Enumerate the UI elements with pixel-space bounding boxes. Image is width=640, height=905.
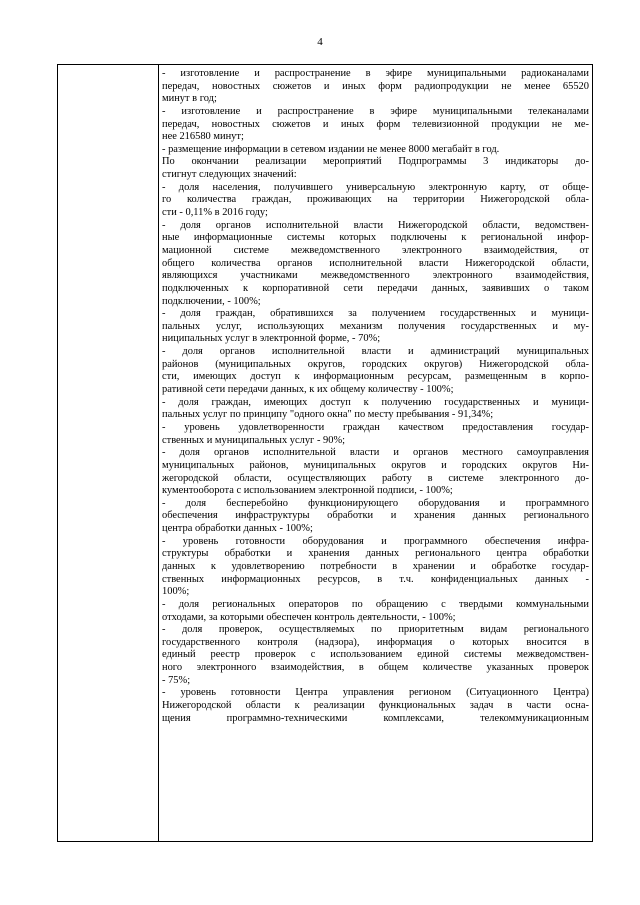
text-line: - уровень удовлетворенности граждан качеством предоставления государ- (162, 421, 589, 433)
text-line: передач, новостных сюжетов и иных форм телевизионной продукции не ме- (162, 118, 589, 130)
text-line: стигнут следующих значений: (162, 169, 297, 181)
text-line: По окончании реализации мероприятий Подпрограммы 3 индикаторы до- (162, 156, 589, 168)
text-line: - изготовление и распространение в эфире муниципальными радиоканалами (162, 68, 589, 79)
text-line: муниципальных районов, муниципальных округов и городских округов Ни- (162, 459, 589, 471)
text-line: кументооборота с использованием электронной подписи, - 100%; (162, 485, 453, 497)
text-line: являющихся участниками межведомственного электронного взаимодействия, (162, 270, 589, 282)
text-line: единый реестр проверок с использованием единой системы межведомствен- (162, 649, 589, 661)
page-number: 4 (317, 36, 323, 48)
text-line: - доля органов исполнительной власти Нижегородской области, ведомствен- (162, 219, 589, 231)
text-line: - 75%; (162, 674, 191, 686)
text-line: Нижегородской области к реализации функциональных задач в части осна- (162, 700, 589, 712)
text-line: - доля проверок, осуществляемых по приоритетным видам регионального (162, 624, 589, 636)
text-line: - доля органов исполнительной власти и органов местного самоуправления (162, 447, 589, 459)
text-line: обеспечения инфраструктуры обработки и хранения данных регионального (162, 510, 589, 522)
text-line: подключенных к корпоративной сети передачи данных, заявивших о таком (162, 282, 589, 294)
text-line: пальных услуг по принципу "одного окна" по месту пребывания - 91,34%; (162, 409, 494, 421)
text-line: - уровень готовности Центра управления регионом (Ситуационного Центра) (162, 687, 589, 699)
text-line: передач, новостных сюжетов и иных форм радиопродукции не менее 65520 (162, 80, 589, 92)
text-line: данных к удовлетворению потребности в хранении и обработке государ- (162, 560, 589, 572)
text-line: щения программно-техническими комплексами, телекоммуникационным (162, 712, 589, 724)
text-line: - доля граждан, обратившихся за получением государственных и муници- (162, 308, 589, 320)
text-line: ного электронного взаимодействия, в общем количестве указанных проверок (162, 662, 589, 674)
text-line: центра обработки данных - 100%; (162, 523, 313, 535)
text-line: - уровень готовности оборудования и программного обеспечения инфра- (162, 535, 589, 547)
text-line: сти, имеющих доступ к информационным ресурсам, размещенным в корпо- (162, 371, 589, 383)
content-cell (162, 68, 589, 725)
text-line: - доля граждан, имеющих доступ к получению государственных и муници- (162, 396, 589, 408)
text-line: отходами, за которыми обеспечен контроль деятельности, - 100%; (162, 611, 456, 623)
text-line: общего количества органов исполнительной власти Нижегородской области, (162, 257, 589, 269)
text-line: ниципальных услуг в электронной форме, - 70%; (162, 333, 381, 345)
text-line: 100%; (162, 586, 190, 598)
text-line: подключении, - 100%; (162, 295, 261, 307)
text-line: государственного контроля (надзора), информация о которых вносится в (162, 636, 589, 648)
text-line: ственных информационных ресурсов, в т.ч. конфиденциальных данных - (162, 573, 589, 585)
text-line: мационной системе межведомственного электронного взаимодействия, от (162, 244, 589, 256)
text-line: структуры обработки и хранения данных регионального центра обработки (162, 548, 589, 560)
text-line: ственных и муниципальных услуг - 90%; (162, 434, 346, 446)
text-line: минут в год; (162, 93, 217, 105)
text-line: - размещение информации в сетевом издании не менее 8000 мегабайт в год. (162, 143, 500, 155)
text-line: ные информационные системы которых подключены к региональной инфор- (162, 232, 589, 244)
text-line: - доля органов исполнительной власти и администраций муниципальных (162, 346, 589, 358)
text-line: - доля населения, получившего универсальную электронную карту, от обще- (162, 181, 589, 193)
column-divider (158, 65, 159, 841)
text-line: жегородской области, осуществляющих работу в системе электронного до- (162, 472, 589, 484)
text-line: ративной сети передачи данных, к их общему количеству - 100%; (162, 384, 454, 396)
text-line: го количества граждан, проживающих на территории Нижегородской обла- (162, 194, 589, 206)
document-table (57, 64, 593, 842)
text-line: сти - 0,11% в 2016 году; (162, 207, 268, 219)
text-line: - изготовление и распространение в эфире муниципальными телеканалами (162, 105, 589, 117)
text-line: - доля бесперебойно функционирующего оборудования и программного (162, 497, 589, 509)
text-line: - доля региональных операторов по обращению с твердыми коммунальными (162, 598, 589, 610)
text-line: нее 216580 минут; (162, 131, 244, 143)
text-line: районов (муниципальных округов, городских округов) Нижегородской обла- (162, 358, 589, 370)
text-line: пальных услуг, использующих механизм получения государственных и му- (162, 320, 589, 332)
